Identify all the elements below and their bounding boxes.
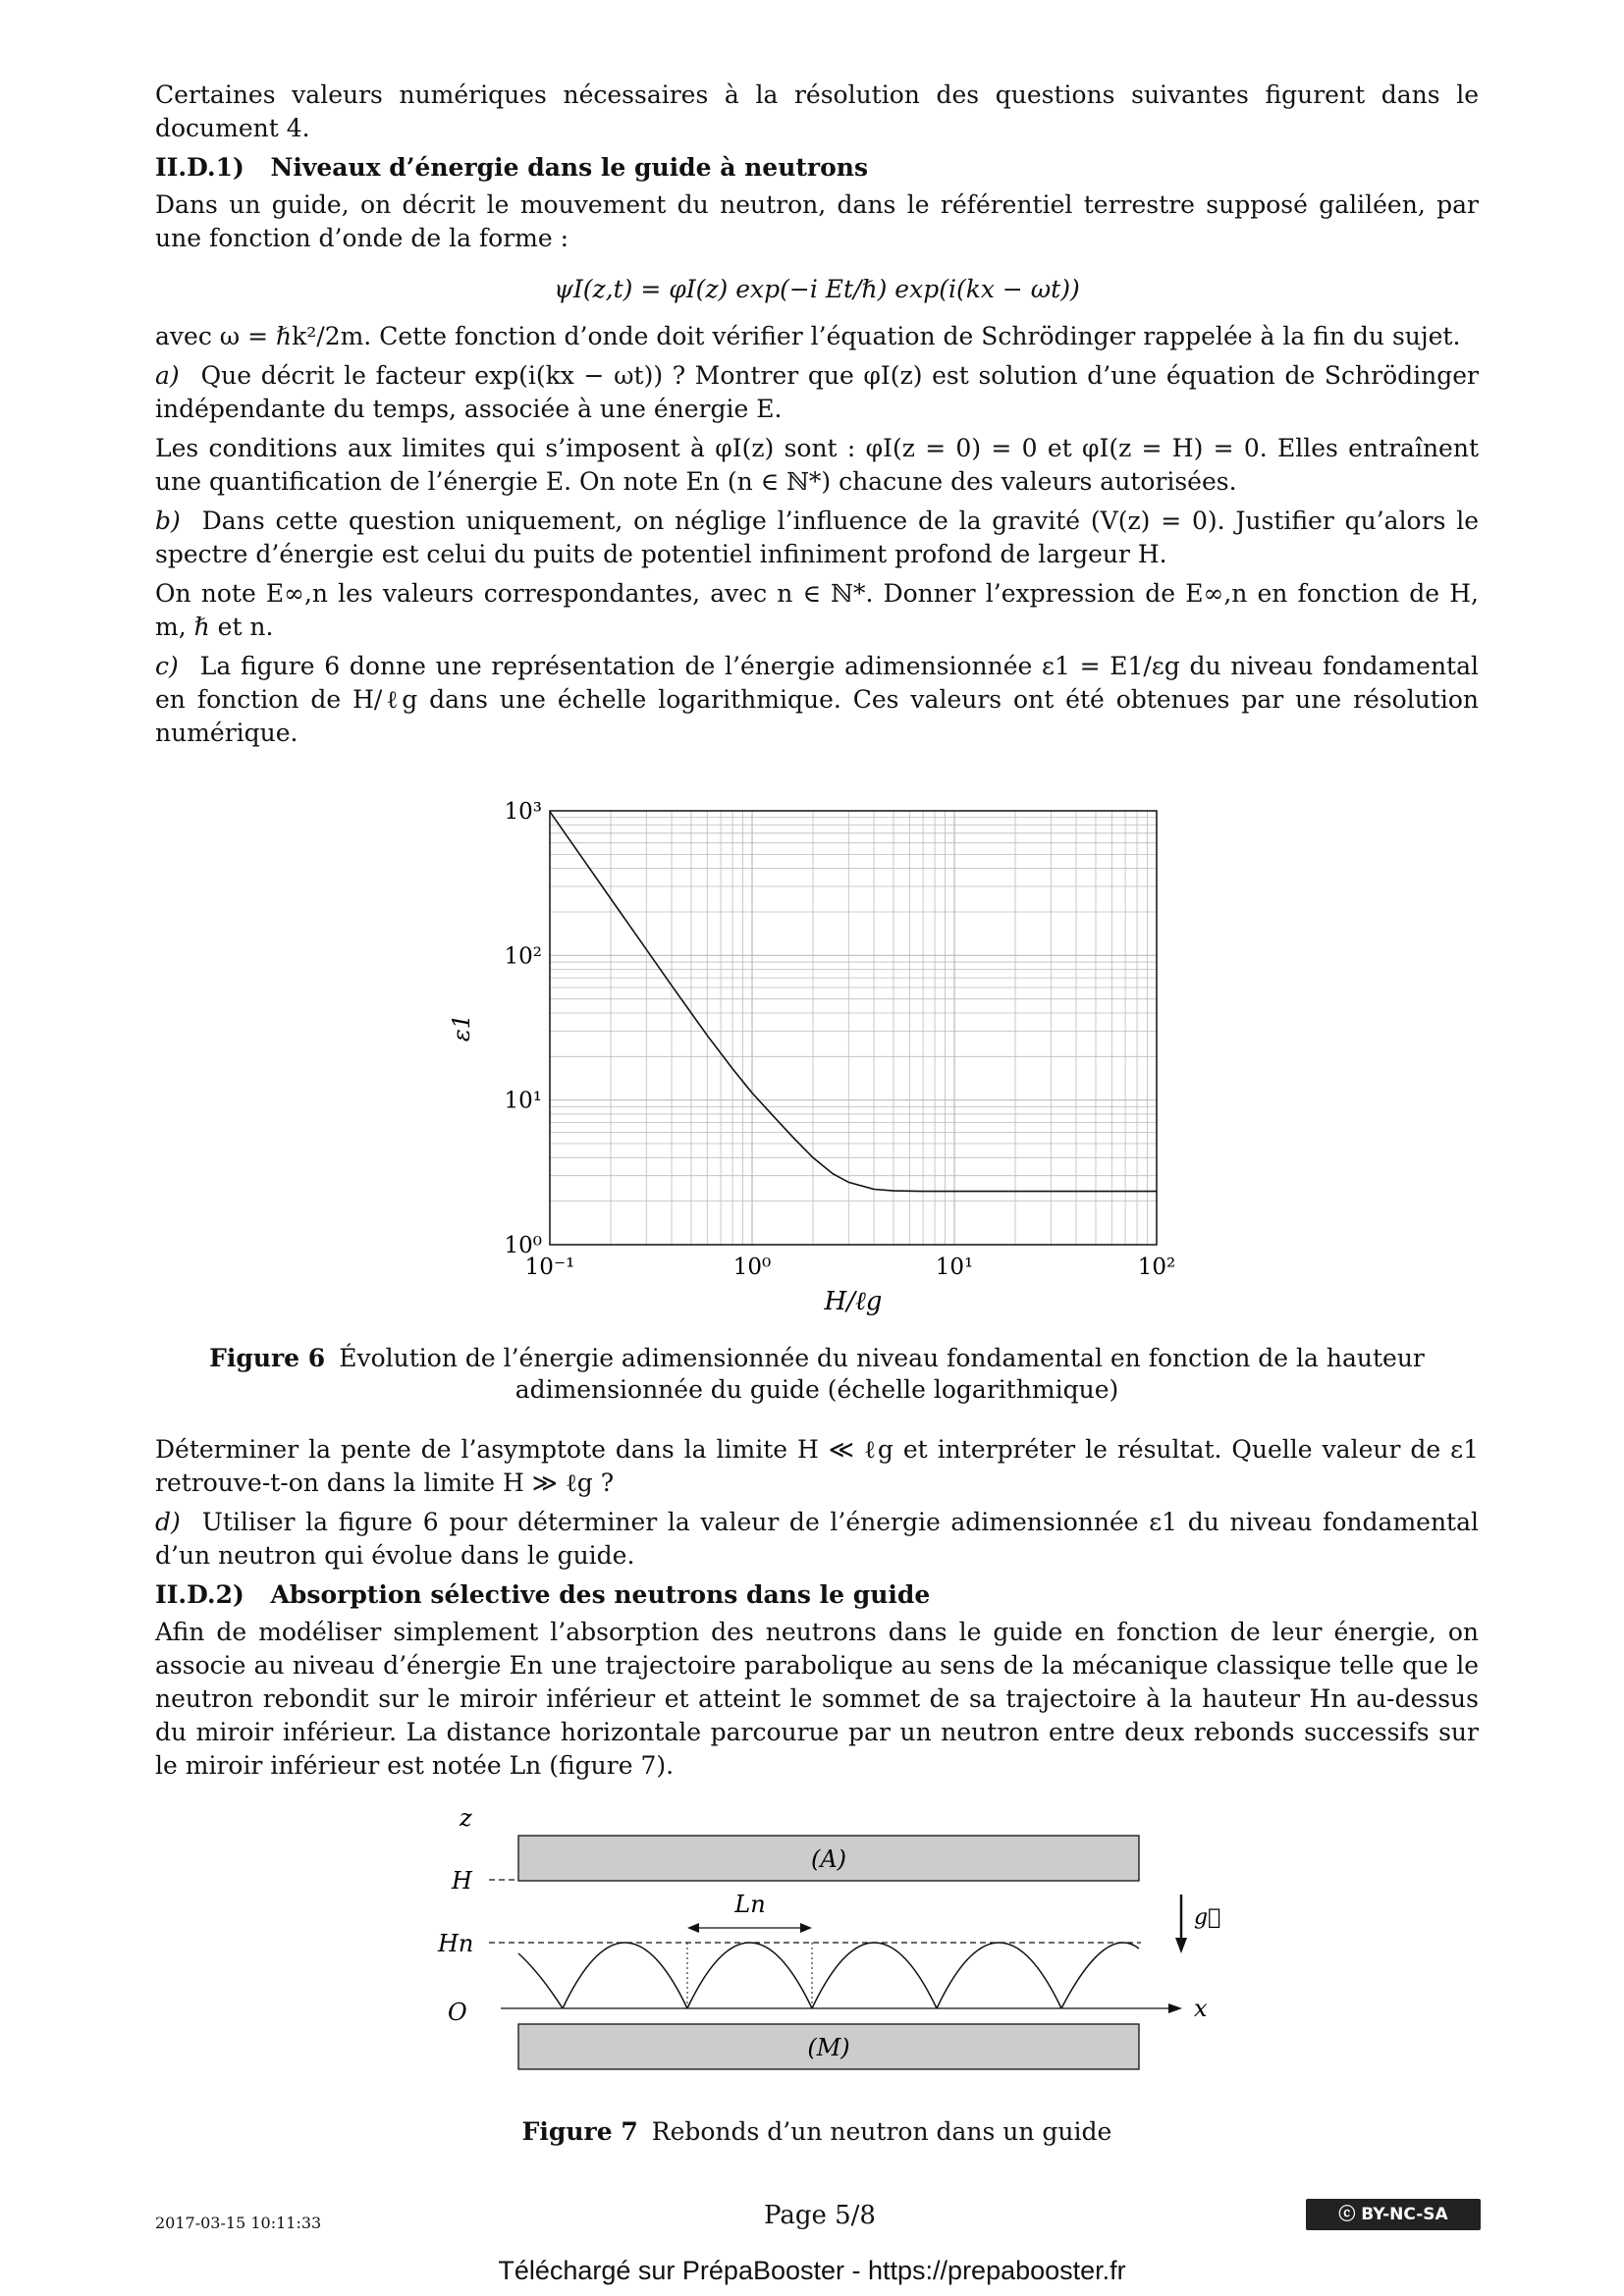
figure-6-caption — [155, 1343, 1479, 1406]
trajectory — [518, 1943, 1139, 2008]
gravity-label: g⃗ — [1194, 1905, 1221, 1930]
question-text: Dans cette question uniquement, on néglige l’influence de la gravité (V(z) = 0). Justifier qu’alors le spectre d’énergie est celui du puits de potentiel infiniment profond de largeur H. — [155, 507, 1479, 568]
equation: ψI(z,t) = φI(z) exp(−i Et/ℏ) exp(i(kx − ωt)) — [554, 275, 1080, 303]
section-heading-1 — [155, 151, 1479, 185]
origin-label: O — [448, 1999, 467, 2026]
question-a — [155, 359, 1479, 426]
h-label: H — [452, 1867, 472, 1895]
question-b — [155, 505, 1479, 571]
tick-labels — [505, 799, 1176, 1280]
question-label: b) — [155, 507, 181, 535]
figure-7-caption — [155, 2116, 1479, 2148]
x-axis-label: x — [1194, 1995, 1208, 2022]
upper-mirror-label: (A) — [810, 1845, 847, 1873]
page-body — [155, 79, 1479, 756]
x-tick-label: 10¹ — [935, 1255, 974, 1280]
section-number: II.D.1) — [155, 153, 244, 182]
question-text: La figure 6 donne une représentation de l’énergie adimensionnée ε1 = E1/εg du niveau fondamental en fonction de H/ℓg dans une échelle logarithmique. Ces valeurs ont été obtenues par une résolution numérique. — [155, 652, 1479, 747]
section-title: Absorption sélective des neutrons dans le guide — [270, 1580, 931, 1609]
question-label: c) — [155, 652, 179, 680]
caption-text: Rebonds d’un neutron dans un guide — [651, 2117, 1112, 2146]
footer-date: 2017-03-15 10:11:33 — [155, 2214, 322, 2232]
paragraph: Déterminer la pente de l’asymptote dans la limite H ≪ ℓg et interpréter le résultat. Quelle valeur de ε1 retrouve-t-on dans la limite H ≫ ℓg ? — [155, 1435, 1479, 1497]
y-tick-label: 10³ — [504, 799, 542, 825]
page-number: Page 5/8 — [764, 2201, 876, 2230]
paragraph: avec ω = ℏk²/2m. Cette fonction d’onde doit vérifier l’équation de Schrödinger rappelée à la fin du sujet. — [155, 322, 1461, 350]
y-tick-label: 10¹ — [504, 1088, 542, 1114]
caption-text: Évolution de l’énergie adimensionnée du niveau fondamental en fonction de la hauteur adimensionnée du guide (échelle logarithmique) — [339, 1344, 1425, 1404]
x-axis-label: H/ℓg — [824, 1287, 883, 1316]
y-tick-label: 10⁰ — [504, 1233, 542, 1258]
hn-label: Hn — [438, 1930, 474, 1957]
question-label: a) — [155, 361, 180, 390]
figure-6-chart — [422, 709, 1227, 1337]
chart-grid — [550, 811, 1157, 1245]
lower-mirror-label: (M) — [807, 2034, 850, 2061]
caption-label: Figure 7 — [521, 2117, 638, 2146]
paragraph: Afin de modéliser simplement l’absorption des neutrons dans le guide en fonction de leur énergie, on associe au niveau d’énergie En une trajectoire parabolique au sens de la mécanique classique telle que le neutron rebondit sur le miroir inférieur et atteint le sommet de sa trajectoire à la hauteur Hn au-dessus du miroir inférieur. La distance horizontale parcourue par un neutron entre deux rebonds successifs sur le miroir inférieur est notée Ln (figure 7). — [155, 1618, 1479, 1780]
x-tick-label: 10⁻¹ — [524, 1255, 575, 1280]
x-axis-arrow — [1168, 2003, 1182, 2013]
question-text: Utiliser la figure 6 pour déterminer la valeur de l’énergie adimensionnée ε1 du niveau fondamental d’un neutron qui évolue dans le guide. — [155, 1508, 1479, 1570]
y-axis-label: ε1 — [448, 1013, 475, 1042]
section-title: Niveaux d’énergie dans le guide à neutrons — [270, 153, 869, 182]
figure-7-diagram — [403, 1806, 1227, 2110]
section-number: II.D.2) — [155, 1580, 244, 1609]
page-body-2 — [155, 1433, 1479, 1789]
question-text: Que décrit le facteur exp(i(kx − ωt)) ? Montrer que φI(z) est solution d’une équation de Schrödinger indépendante du temps, associée à une énergie E. — [155, 361, 1479, 423]
paragraph: Dans un guide, on décrit le mouvement du neutron, dans le référentiel terrestre supposé galiléen, par une fonction d’onde de la forme : — [155, 190, 1479, 252]
question-label: d) — [155, 1508, 181, 1536]
section-heading-2 — [155, 1578, 1479, 1612]
download-footer[interactable]: Téléchargé sur PrépaBooster - https://prepabooster.fr — [498, 2256, 1126, 2285]
x-tick-label: 10² — [1137, 1255, 1176, 1280]
intro-text: Certaines valeurs numériques nécessaires à la résolution des questions suivantes figurent dans le document 4. — [155, 80, 1479, 142]
ln-label: Ln — [734, 1891, 766, 1918]
license-badge: ⓒ BY-NC-SA — [1306, 2199, 1481, 2230]
x-tick-label: 10⁰ — [732, 1255, 772, 1280]
caption-label: Figure 6 — [209, 1344, 326, 1372]
paragraph: On note E∞,n les valeurs correspondantes, avec n ∈ ℕ*. Donner l’expression de E∞,n en fonction de H, m, ℏ et n. — [155, 579, 1479, 641]
y-tick-label: 10² — [504, 943, 542, 970]
z-axis-label: z — [460, 1806, 472, 1832]
license-text: BY-NC-SA — [1361, 2205, 1448, 2224]
paragraph: Les conditions aux limites qui s’imposent à φI(z) sont : φI(z = 0) = 0 et φI(z = H) = 0. Elles entraînent une quantification de l’énergie E. On note En (n ∈ ℕ*) chacune des valeurs autorisées. — [155, 434, 1479, 496]
question-d — [155, 1506, 1479, 1573]
plot-frame — [550, 811, 1157, 1245]
